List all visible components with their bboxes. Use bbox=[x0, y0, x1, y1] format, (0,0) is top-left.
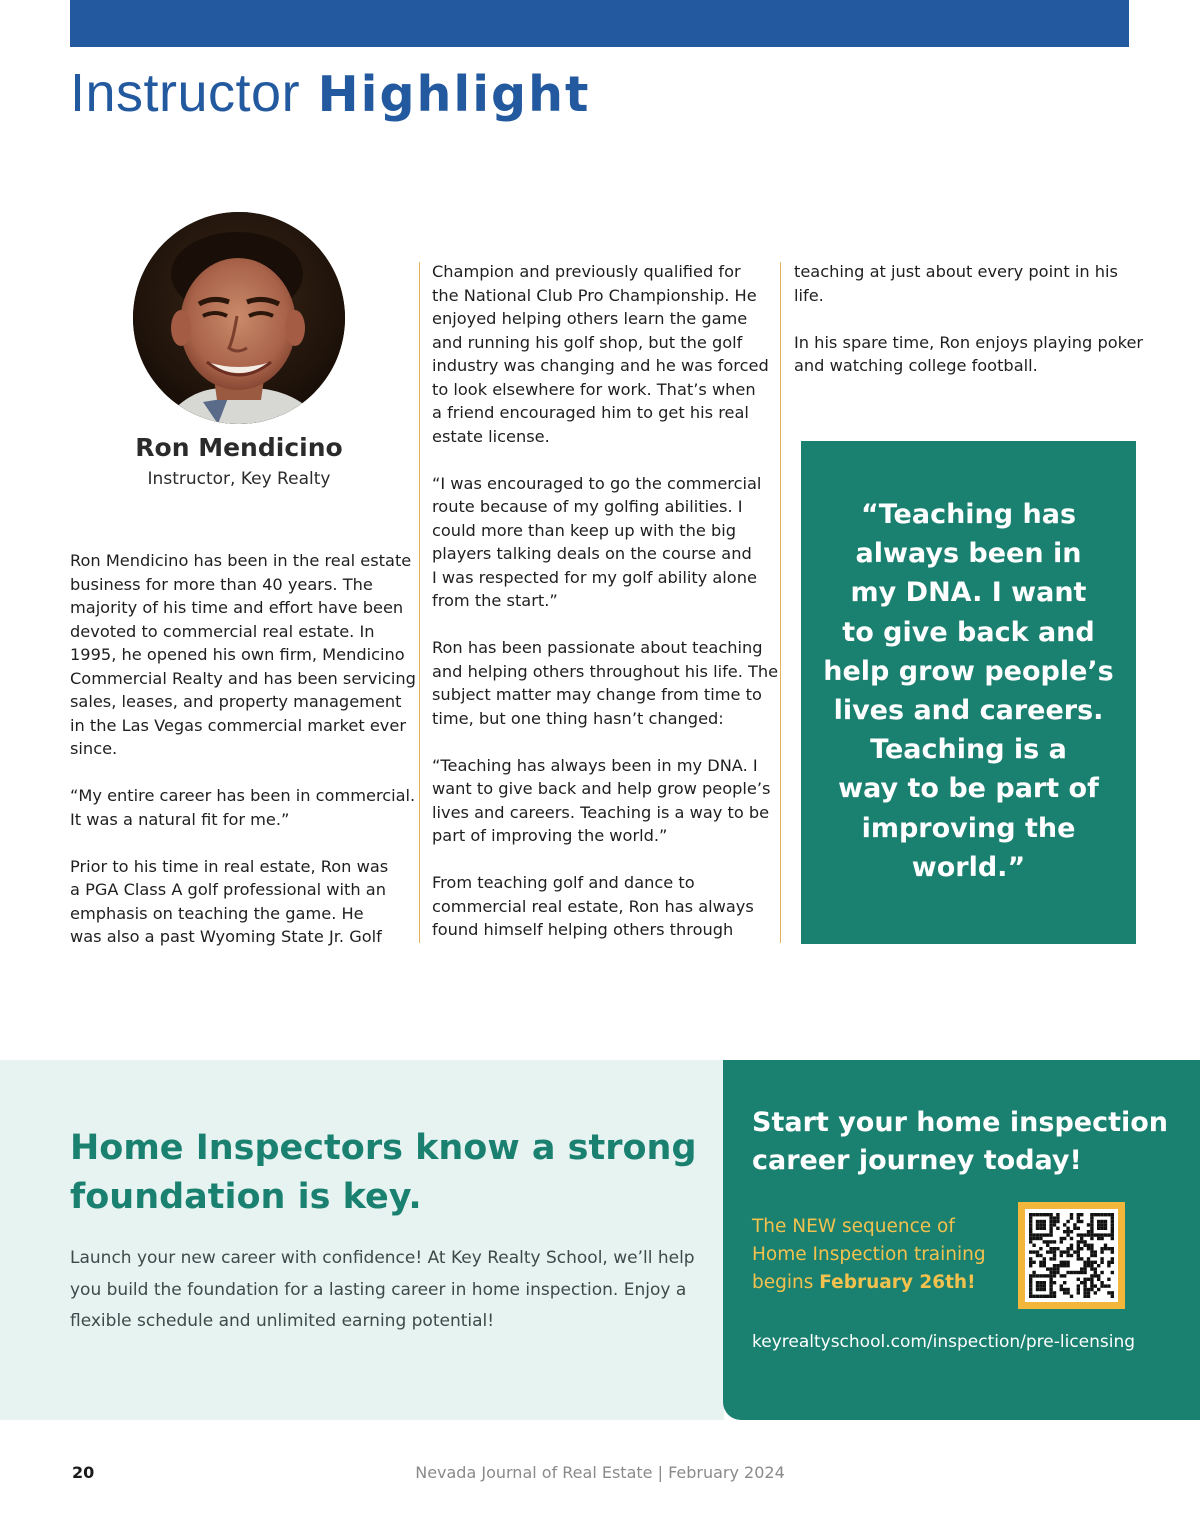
article-paragraph: In his spare time, Ron enjoys playing poker and watching college football. bbox=[794, 332, 1144, 375]
pull-quote-line: way to be part of bbox=[838, 773, 1099, 805]
article-paragraph: “I was encouraged to go the commercial route because of my golfing abilities. I could more than keep up with the big players talking deals on the course and I was respected for my golf ability alone from the start.” bbox=[432, 473, 762, 610]
cta-sub-date: February 26th! bbox=[819, 1272, 976, 1293]
pull-quote-line: “Teaching has bbox=[860, 499, 1077, 530]
ad-body bbox=[70, 1243, 695, 1338]
cta-headline-line: Start your home inspection bbox=[752, 1107, 1169, 1138]
publication-footer: Nevada Journal of Real Estate | February 2024 bbox=[415, 1463, 785, 1482]
article-paragraph: “My entire career has been in commercial. It was a natural fit for me.” bbox=[70, 786, 416, 829]
pull-quote-line: lives and careers. bbox=[833, 695, 1104, 727]
page-title bbox=[70, 62, 590, 124]
pull-quote-line: improving the bbox=[861, 812, 1076, 844]
ad-body-line: Launch your new career with confidence! At Key Realty School, we’ll help bbox=[70, 1248, 695, 1268]
cta-sub-line: The NEW sequence of bbox=[752, 1216, 955, 1237]
cta-headline bbox=[752, 1104, 1168, 1180]
pull-quote-line: world.” bbox=[911, 851, 1026, 883]
pull-quote-line: my DNA. I want bbox=[850, 577, 1087, 609]
cta-sub-line: Home Inspection training bbox=[752, 1244, 986, 1265]
article-paragraph: Champion and previously qualified for the National Club Pro Championship. He enjoyed helping others learn the game and running his golf shop, but the golf industry was changing and he was forced to look elsewhere for work. That’s when a friend encouraged him to get his real estate license. bbox=[432, 262, 769, 446]
article-paragraph: Prior to his time in real estate, Ron was a PGA Class A golf professional with an emphasis on teaching the game. He was also a past Wyoming State Jr. Golf bbox=[70, 856, 389, 946]
pull-quote-line: always been in bbox=[855, 538, 1082, 570]
instructor-role: Instructor, Key Realty bbox=[147, 469, 331, 489]
ad-headline-line: foundation is key. bbox=[70, 1177, 422, 1217]
cta-headline-line: career journey today! bbox=[752, 1145, 1082, 1176]
ad-body-line: you build the foundation for a lasting career in home inspection. Enjoy a bbox=[70, 1279, 687, 1300]
column-divider bbox=[419, 262, 420, 943]
qr-code-icon[interactable] bbox=[1018, 1202, 1125, 1309]
cta-subtext bbox=[752, 1213, 986, 1297]
pull-quote bbox=[801, 441, 1136, 944]
cta-sub-line bbox=[752, 1269, 986, 1297]
article-paragraph: Ron has been passionate about teaching and helping others throughout his life. The subject matter may change from time to time, but one thing hasn’t changed: bbox=[432, 638, 779, 728]
cta-sub-prefix: begins bbox=[752, 1272, 820, 1293]
instructor-name: Ron Mendicino bbox=[135, 433, 343, 462]
article-paragraph: Ron Mendicino has been in the real estate business for more than 40 years. The majority of his time and effort have been devoted to commercial real estate. In 1995, he opened his own firm, Mendicino Commercial Realty and has been servicing sales, leases, and property management in the Las Vegas commercial market ever since. bbox=[70, 551, 416, 758]
pull-quote-line: to give back and bbox=[842, 616, 1095, 648]
pull-quote-line: help grow people’s bbox=[823, 655, 1114, 687]
ad-headline-line: Home Inspectors know a strong bbox=[70, 1128, 697, 1168]
signup-link[interactable]: keyrealtyschool.com/inspection/pre-licensing bbox=[752, 1332, 1136, 1352]
article-paragraph: teaching at just about every point in his life. bbox=[794, 262, 1118, 305]
article-column-2 bbox=[432, 260, 777, 942]
pull-quote-line: Teaching is a bbox=[870, 734, 1067, 766]
article-paragraph: From teaching golf and dance to commercial real estate, Ron has always found himself helping others through bbox=[432, 873, 754, 939]
page-number: 20 bbox=[72, 1463, 95, 1482]
pull-quote-text bbox=[801, 495, 1136, 887]
header-bar bbox=[70, 0, 1129, 47]
title-light: Instructor bbox=[70, 63, 301, 123]
column-divider bbox=[780, 262, 781, 943]
article-column-3 bbox=[794, 260, 1144, 378]
title-bold: Highlight bbox=[317, 66, 591, 123]
article-column-1 bbox=[70, 549, 415, 949]
instructor-photo bbox=[133, 212, 345, 424]
ad-headline bbox=[70, 1124, 697, 1222]
article-paragraph: “Teaching has always been in my DNA. I want to give back and help grow people’s lives and careers. Teaching is a way to be part of improving the world.” bbox=[432, 755, 771, 845]
ad-body-line: flexible schedule and unlimited earning potential! bbox=[70, 1311, 495, 1331]
ad-panel-left bbox=[0, 1060, 724, 1420]
